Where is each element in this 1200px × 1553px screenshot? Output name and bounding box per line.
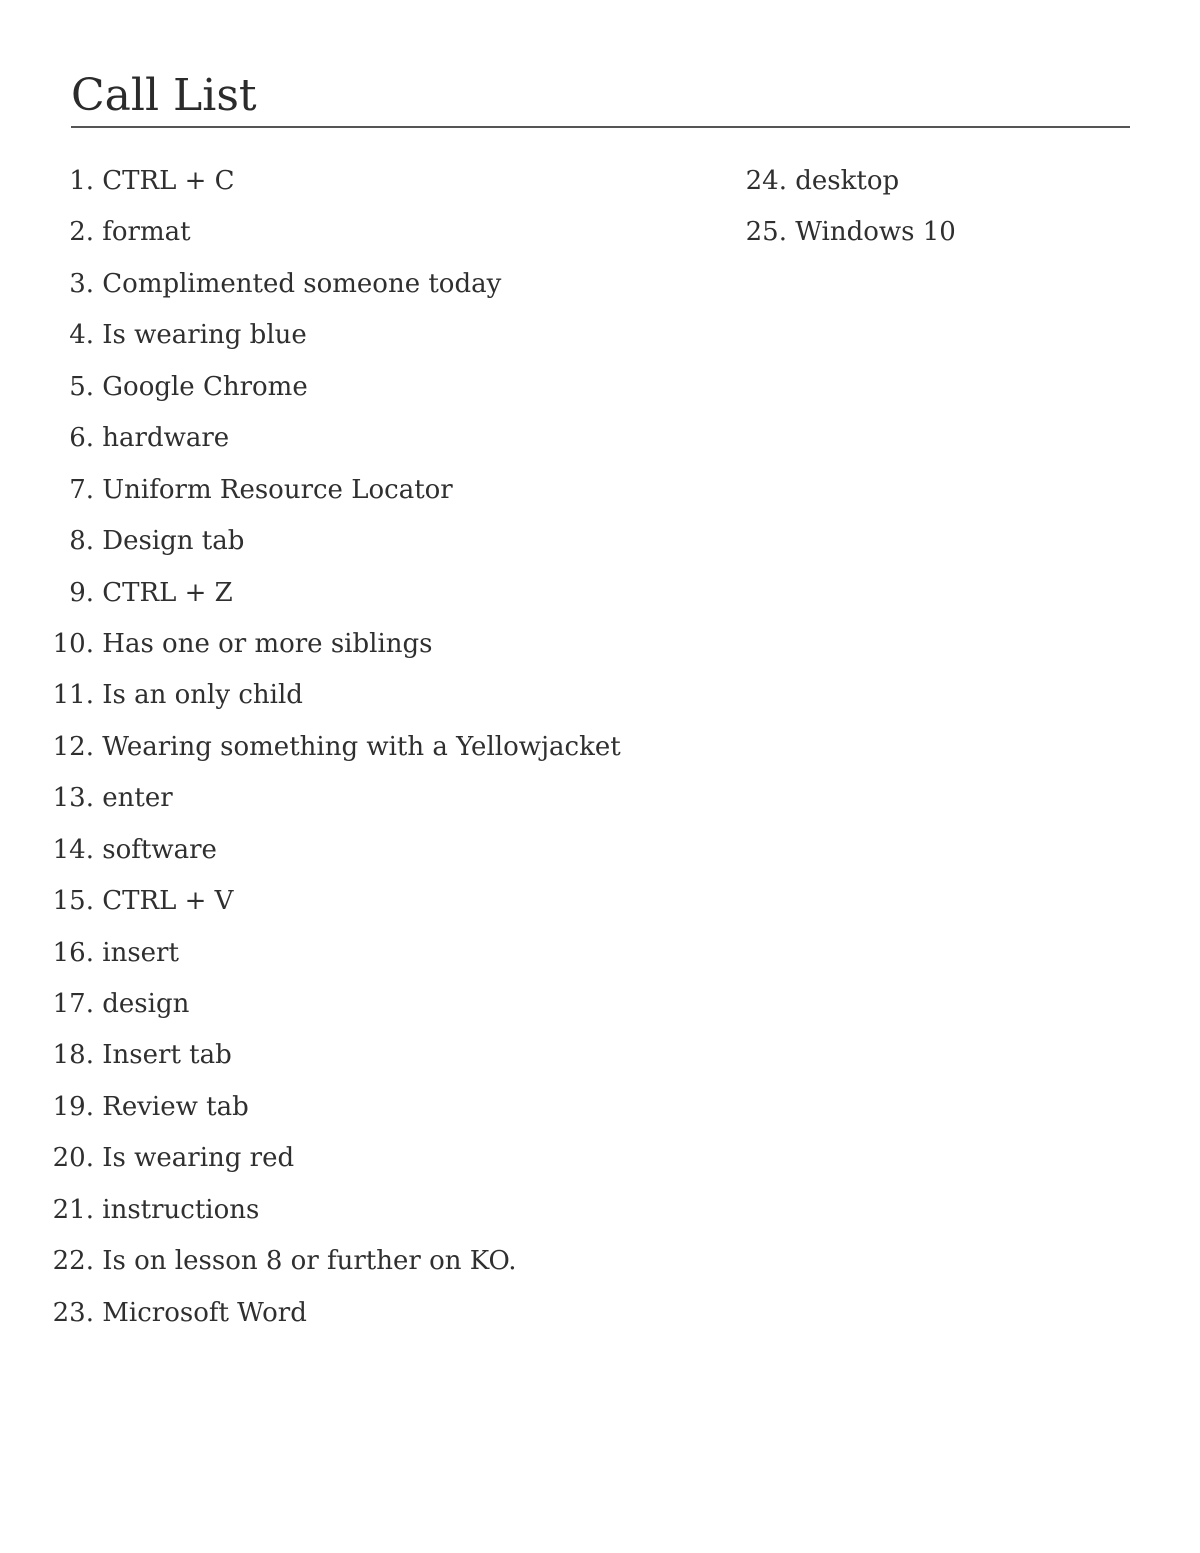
list-item-text: format [102,217,191,248]
list-item-number: 19. [52,1091,94,1122]
list-item-number: 22. [52,1246,94,1277]
list-item-text: Is an only child [102,680,303,711]
list-item-text: CTRL + V [102,886,234,917]
list-item-text: Is wearing blue [102,320,307,351]
list-item-text: Wearing something with a Yellowjacket [102,731,621,762]
list-item [0,264,680,315]
list-item-text: Is on lesson 8 or further on KO. [102,1246,517,1277]
list-item [0,778,680,829]
list-item-text: Microsoft Word [102,1297,307,1328]
list-item-number: 1. [69,166,94,196]
list-item [0,675,680,726]
list-item [0,624,680,675]
list-item-number: 25. [745,217,787,248]
list-item-number: 6. [69,423,94,454]
list-item [0,1241,680,1292]
list-item-number: 2. [69,217,94,248]
list-item [0,1035,680,1086]
list-item [0,315,680,366]
list-item-number: 11. [52,680,94,711]
list-item [0,470,680,521]
call-list-left-column [0,161,680,1344]
list-item [0,984,680,1035]
list-item-number: 24. [745,166,787,196]
list-item-number: 16. [52,937,94,968]
list-item-text: software [102,834,217,865]
list-item-number: 23. [52,1297,94,1328]
list-item [0,1087,680,1138]
list-item-number: 10. [52,628,94,659]
list-item-text: Design tab [102,526,245,557]
list-item [0,367,680,418]
list-item-text: Insert tab [102,1040,232,1071]
list-item [690,212,1140,263]
list-item-text: Windows 10 [795,217,956,248]
list-item-number: 14. [52,834,94,865]
list-item-number: 5. [69,371,94,402]
list-item-text: CTRL + C [102,166,235,196]
list-item-text: Has one or more siblings [102,628,433,659]
list-item-number: 12. [52,731,94,762]
list-item-number: 17. [52,989,94,1019]
page-title: Call List [71,70,257,121]
list-item-text: Review tab [102,1091,249,1122]
list-item [0,1138,680,1189]
list-item-text: Uniform Resource Locator [102,474,453,505]
list-item [0,521,680,572]
list-item-number: 20. [52,1143,94,1174]
list-item-text: desktop [795,166,900,196]
list-item-number: 4. [69,320,94,351]
list-item-text: Google Chrome [102,371,308,402]
list-item [0,418,680,469]
list-item-text: hardware [102,423,230,454]
list-item [0,830,680,881]
list-item-text: instructions [102,1194,260,1225]
list-item [690,161,1140,212]
list-item-number: 18. [52,1040,94,1071]
list-item-number: 8. [69,526,94,557]
list-item-number: 7. [69,474,94,505]
list-item-number: 15. [52,886,94,917]
list-item [0,1293,680,1344]
list-item-number: 21. [52,1194,94,1225]
list-item [0,212,680,263]
call-list-right-column [690,161,1140,264]
list-item-number: 9. [69,577,94,608]
title-divider [71,126,1130,128]
list-item-number: 3. [69,268,94,299]
list-item [0,933,680,984]
list-item-text: Complimented someone today [102,268,502,299]
list-item [0,727,680,778]
list-item-text: enter [102,783,173,814]
list-item [0,573,680,624]
list-item-text: insert [102,937,179,968]
list-item [0,881,680,932]
list-item-text: design [102,989,190,1019]
list-item [0,1190,680,1241]
list-item-number: 13. [52,783,94,814]
list-item-text: Is wearing red [102,1143,295,1174]
list-item [0,161,680,212]
list-item-text: CTRL + Z [102,577,233,608]
